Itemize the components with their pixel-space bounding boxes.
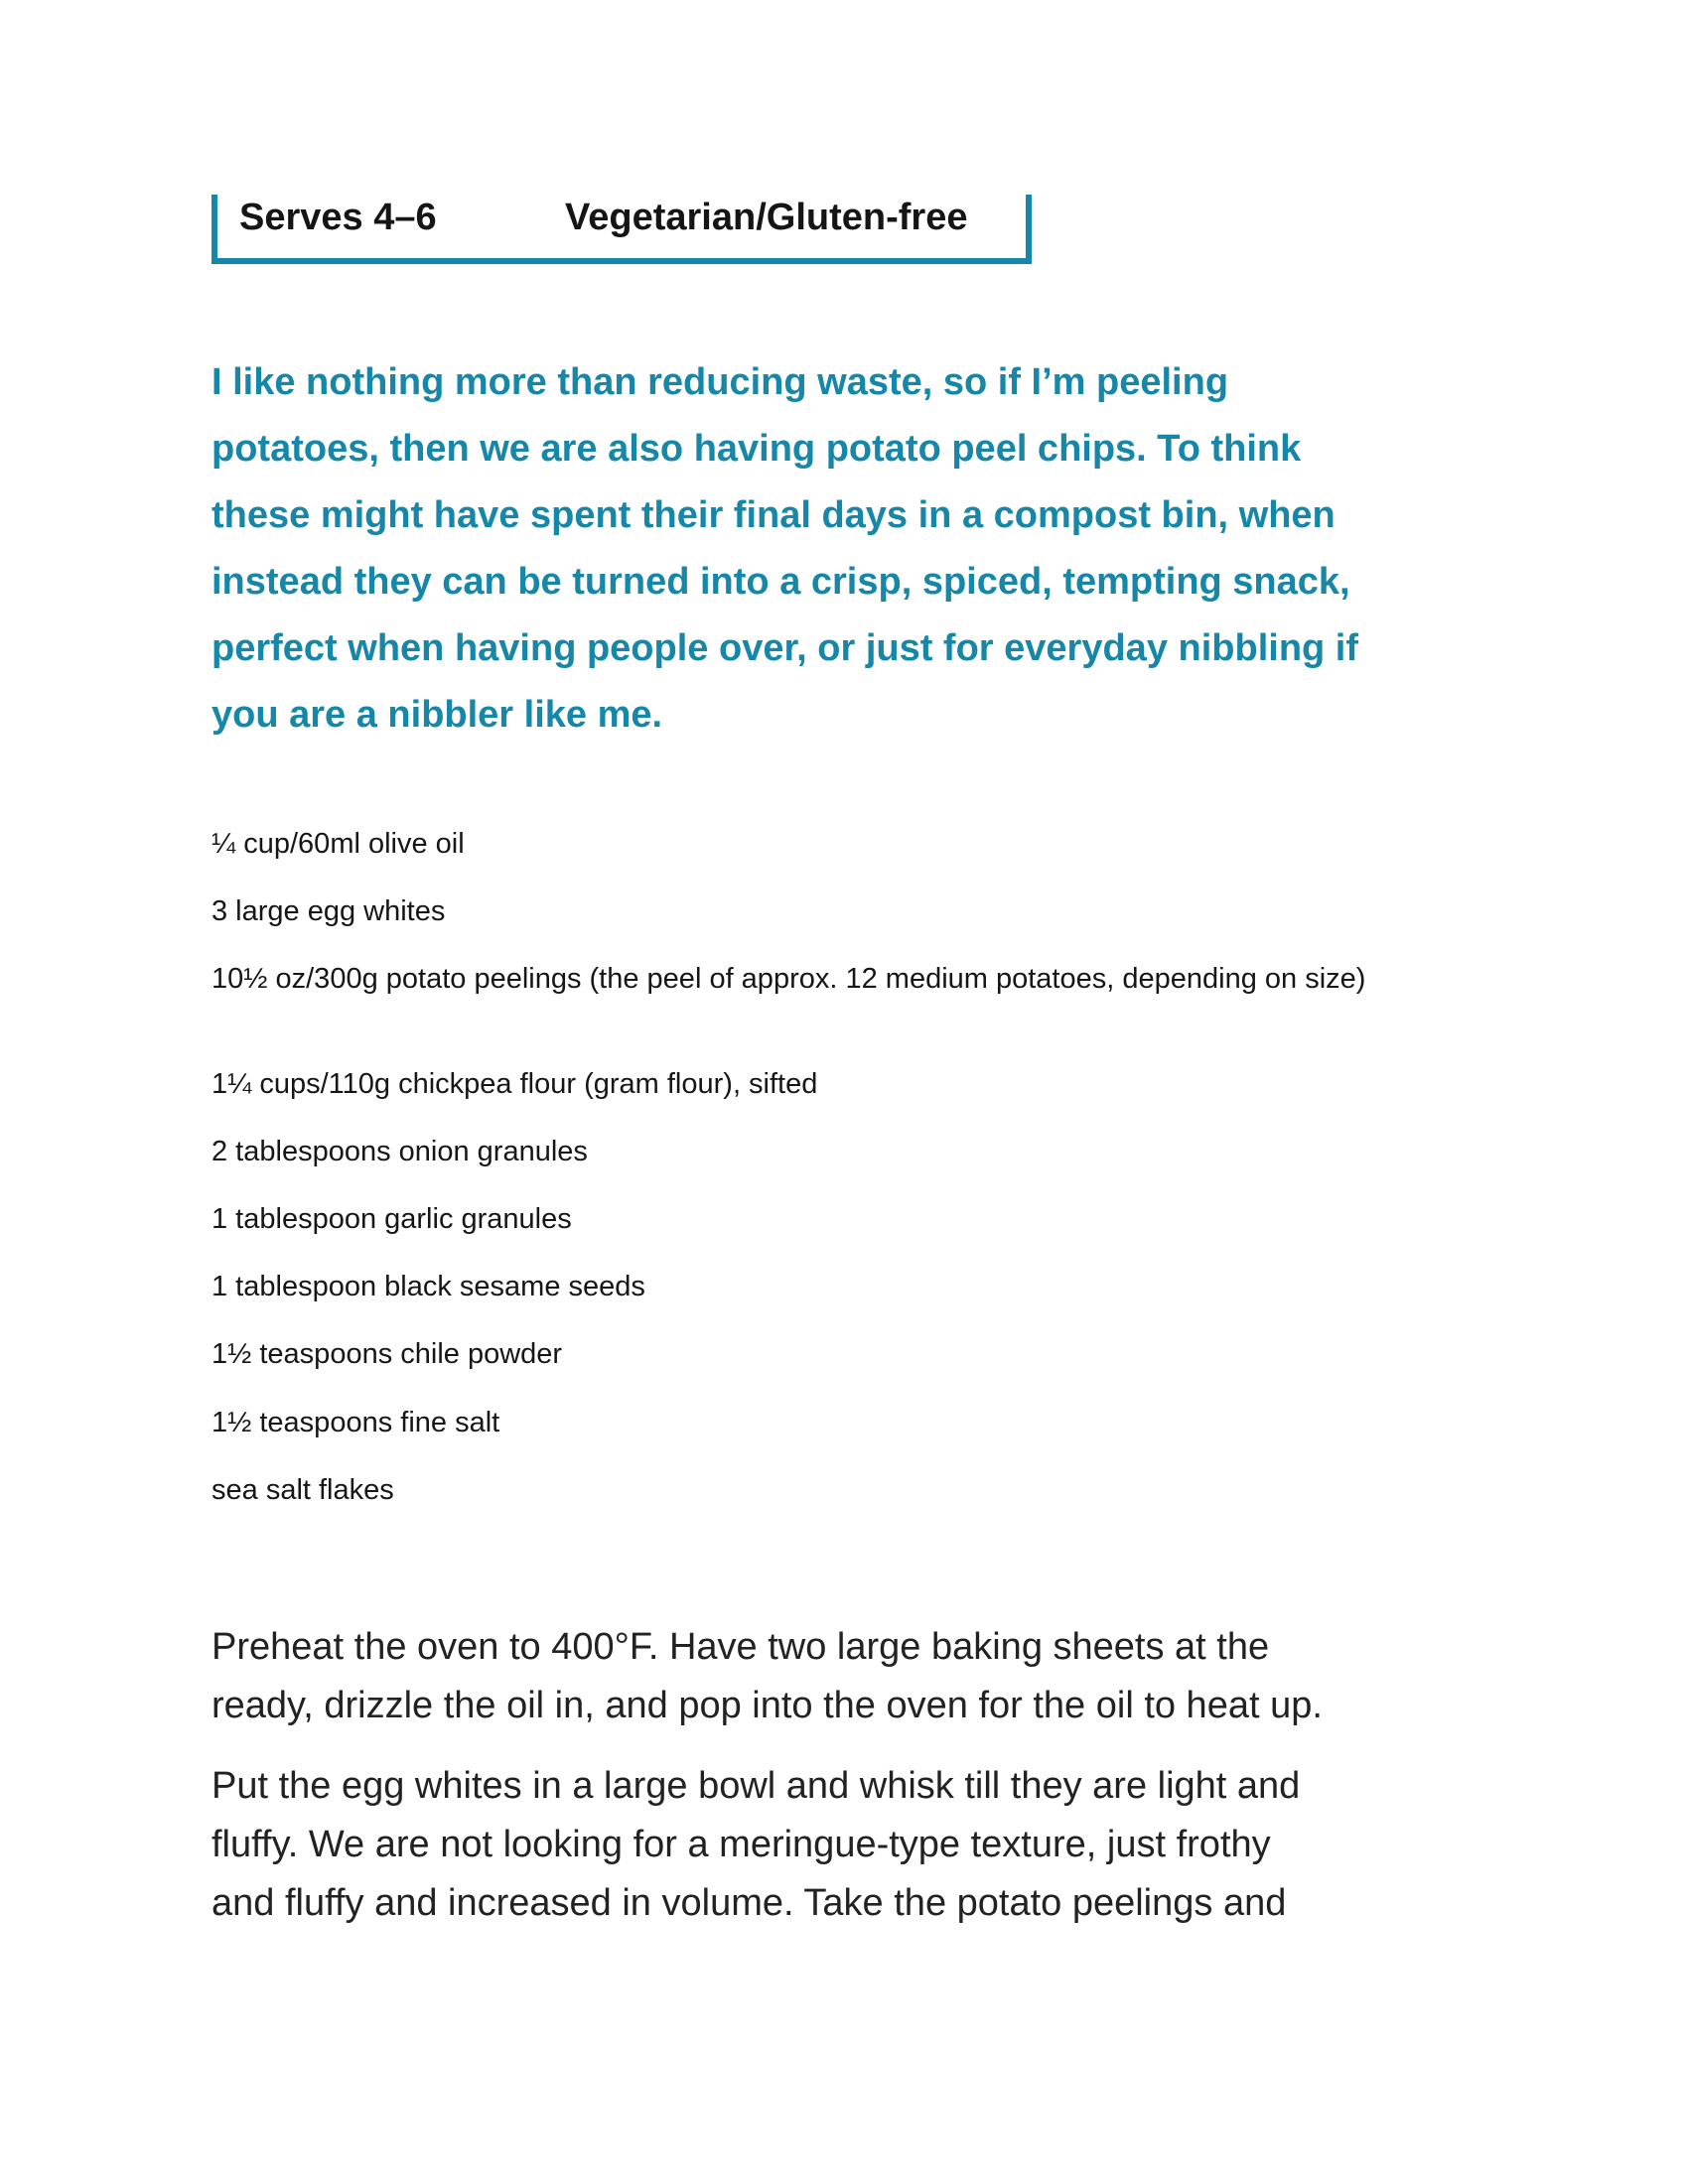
method-line: fluffy. We are not looking for a meringue-type texture, just frothy [211, 1824, 1271, 1865]
method-line: ready, drizzle the oil in, and pop into the oven for the oil to heat up. [211, 1685, 1323, 1726]
ingredient-item: sea salt flakes [211, 1474, 394, 1506]
intro-line: instead they can be turned into a crisp, spiced, tempting snack, [211, 561, 1350, 603]
intro-line: these might have spent their final days in a compost bin, when [211, 494, 1336, 536]
method-step-1 [211, 1618, 1502, 1735]
ingredient-item: ¼ cup/60ml olive oil [211, 828, 465, 860]
ingredient-item: 1 tablespoon garlic granules [211, 1203, 572, 1235]
ingredient-item: 10½ oz/300g potato peelings (the peel of approx. 12 medium potatoes, depending on size) [211, 963, 1366, 995]
ingredient-item: 1½ teaspoons fine salt [211, 1407, 500, 1438]
ingredient-item: 1¼ cups/110g chickpea flour (gram flour), sifted [211, 1068, 818, 1100]
ingredient-item: 1½ teaspoons chile powder [211, 1338, 563, 1370]
recipe-intro [211, 349, 1502, 749]
method-line: and fluffy and increased in volume. Take the potato peelings and [211, 1882, 1287, 1924]
ingredient-item: 3 large egg whites [211, 895, 446, 927]
intro-line: I like nothing more than reducing waste, so if I’m peeling [211, 361, 1229, 403]
ingredient-item: 1 tablespoon black sesame seeds [211, 1271, 645, 1302]
intro-line: you are a nibbler like me. [211, 694, 663, 736]
method-line: Put the egg whites in a large bowl and whisk till they are light and [211, 1765, 1301, 1807]
recipe-meta-box [211, 195, 1032, 264]
ingredient-item: 2 tablespoons onion granules [211, 1136, 588, 1167]
intro-line: potatoes, then we are also having potato peel chips. To think [211, 428, 1302, 470]
method-line: Preheat the oven to 400°F. Have two large baking sheets at the [211, 1626, 1270, 1668]
intro-line: perfect when having people over, or just for everyday nibbling if [211, 627, 1359, 669]
serves-label: Serves 4–6 [239, 197, 437, 238]
diet-label: Vegetarian/Gluten-free [565, 197, 968, 238]
method-step-2 [211, 1757, 1502, 1933]
